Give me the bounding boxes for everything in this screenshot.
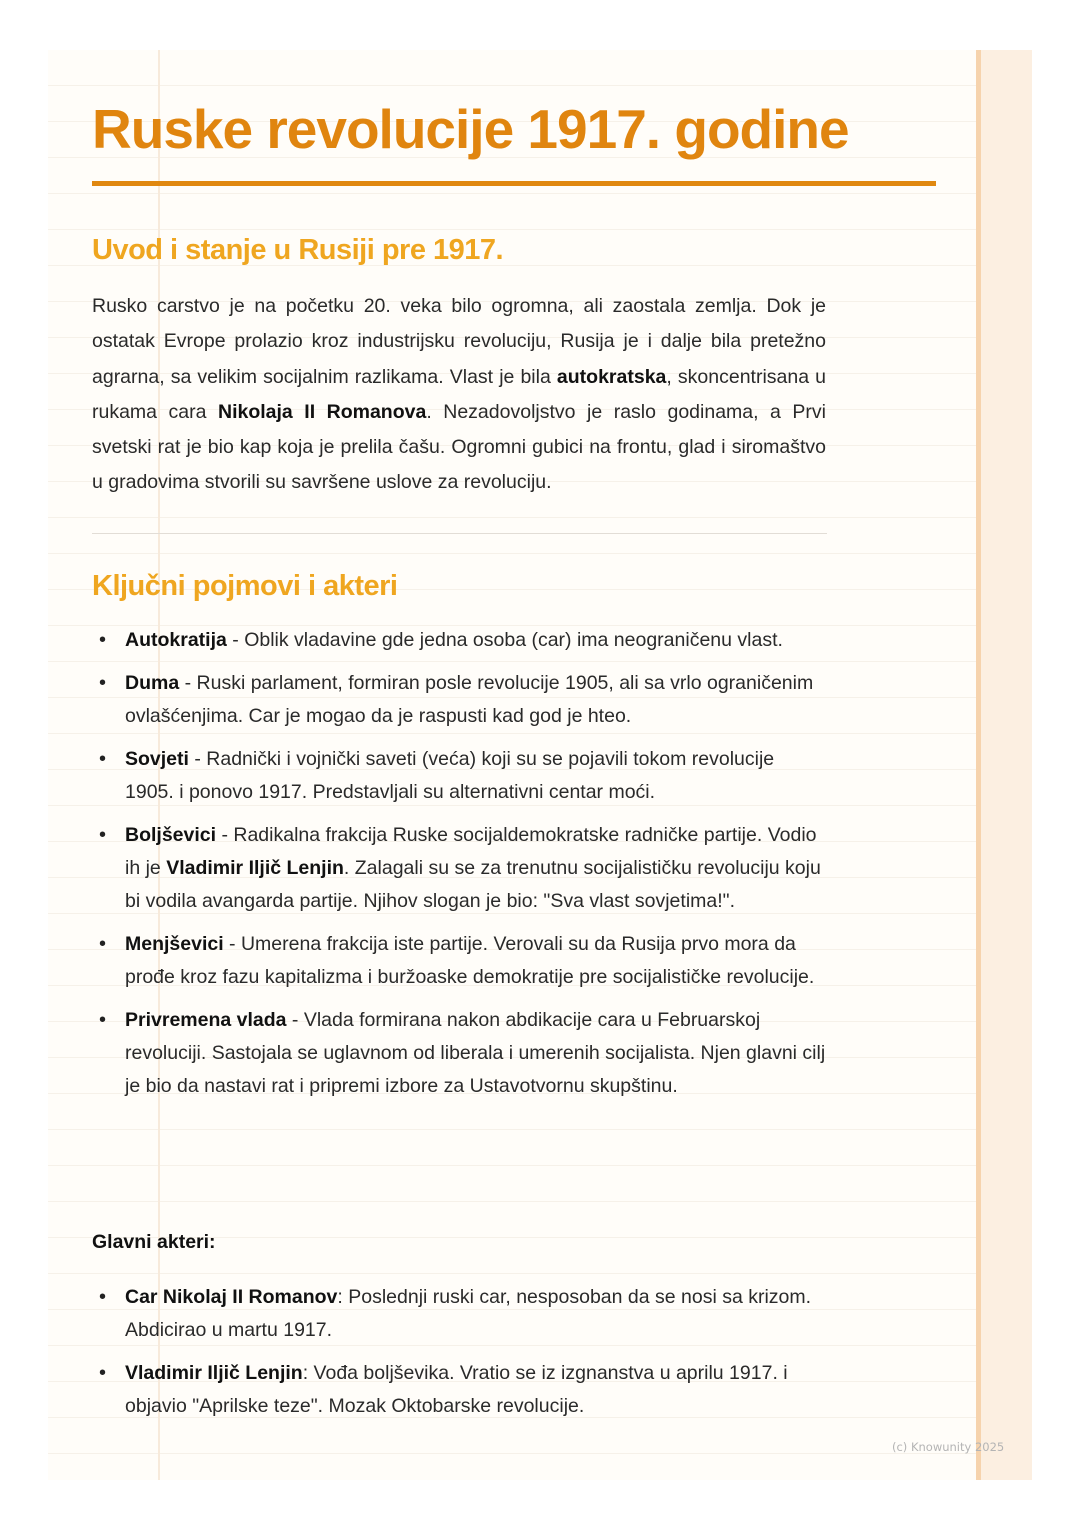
- term-label: Duma: [125, 672, 180, 694]
- intro-bold-nikolaj: Nikolaja II Romanova: [217, 400, 427, 423]
- bullet-icon: •: [99, 748, 107, 770]
- list-item: [92, 1281, 827, 1347]
- list-item: [92, 624, 827, 657]
- term-description: - Radnički i vojnički saveti (veća) koji su se pojavili tokom revolucije 1905. i ponovo 1917. Predstavljali su alternativni centar moći.: [125, 748, 775, 803]
- term-bold-lenjin: Vladimir Iljič Lenjin: [166, 857, 344, 879]
- term-label: Autokratija: [125, 629, 227, 651]
- list-item: [92, 1004, 827, 1103]
- bullet-icon: •: [99, 824, 107, 846]
- intro-bold-autokratska: autokratska: [556, 365, 667, 388]
- term-description: - Umerena frakcija iste partije. Verovali su da Rusija prvo mora da prođe kroz fazu kapitalizma i buržoaske demokratije pre socijalističke revolucije.: [125, 933, 815, 988]
- copyright-footer: (c) Knowunity 2025: [892, 1440, 1005, 1454]
- term-label: Sovjeti: [125, 748, 189, 770]
- intro-paragraph: [92, 289, 826, 501]
- term-description: - Oblik vladavine gde jedna osoba (car) ima neograničenu vlast.: [226, 629, 783, 651]
- intro-text-3: . Nezadovoljstvo je raslo godinama, a Prvi svetski rat je bio kap koja je prelila čašu. Ogromni gubici na frontu, glad i siromaštvo u gradovima stvorili su savršene uslove za revoluciju.: [92, 400, 826, 494]
- bullet-icon: •: [99, 629, 107, 651]
- bullet-icon: •: [99, 933, 107, 955]
- title-underline: [92, 181, 936, 186]
- term-label: Menjševici: [125, 933, 224, 955]
- list-item: [92, 667, 827, 733]
- section-divider: [92, 533, 827, 534]
- intro-text-1: Rusko carstvo je na početku 20. veka bilo ogromna, ali zaostala zemlja. Dok je ostatak Evrope prolazio kroz industrijsku revoluciju, Rusija je i dalje bila pretežno agrarna, sa velikim socijalnim razlikama. Vlast je bila: [92, 295, 826, 388]
- term-label: Privremena vlada: [125, 1009, 287, 1031]
- list-item: [92, 928, 827, 994]
- actor-description: : Vođa boljševika. Vratio se iz izgnanstva u aprilu 1917. i objavio "Aprilske teze". Mozak Oktobarske revolucije.: [125, 1362, 788, 1417]
- main-actors-heading: Glavni akteri:: [92, 1231, 216, 1253]
- section-heading-key-terms: Ključni pojmovi i akteri: [92, 570, 398, 602]
- bullet-icon: •: [99, 1286, 107, 1308]
- right-margin-line: [976, 50, 981, 1480]
- bullet-icon: •: [99, 1362, 107, 1384]
- actor-name: Car Nikolaj II Romanov: [125, 1286, 338, 1308]
- main-actors-list: [92, 1281, 827, 1423]
- list-item: [92, 1357, 827, 1423]
- bullet-icon: •: [99, 672, 107, 694]
- section-heading-intro: Uvod i stanje u Rusiji pre 1917.: [92, 234, 504, 266]
- term-label: Boljševici: [125, 824, 217, 846]
- right-margin-band: [976, 50, 1032, 1480]
- page-title: Ruske revolucije 1917. godine: [92, 98, 849, 160]
- list-item: [92, 819, 827, 918]
- actor-description: : Poslednji ruski car, nesposoban da se nosi sa krizom. Abdicirao u martu 1917.: [125, 1286, 812, 1341]
- intro-text-2: , skoncentrisana u rukama cara: [92, 365, 827, 423]
- term-description: - Vlada formirana nakon abdikacije cara u Februarskoj revoluciji. Sastojala se uglavnom od liberala i umerenih socijalista. Njen glavni cilj je bio da nastavi rat i pripremi izbore za Ustavotvornu skupštinu.: [125, 1009, 826, 1097]
- bullet-icon: •: [99, 1009, 107, 1031]
- term-description: - Ruski parlament, formiran posle revolucije 1905, ali sa vrlo ograničenim ovlašćenjima. Car je mogao da je raspusti kad god je hteo.: [125, 672, 814, 727]
- term-description-cont: . Zalagali su se za trenutnu socijalističku revoluciju koju bi vodila avangarda partije. Njihov slogan je bio: "Sva vlast sovjetima!".: [125, 857, 821, 912]
- actor-name: Vladimir Iljič Lenjin: [125, 1362, 303, 1384]
- list-item: [92, 743, 827, 809]
- term-description: - Radikalna frakcija Ruske socijaldemokratske radničke partije. Vodio ih je: [125, 824, 817, 879]
- key-terms-list: [92, 624, 827, 1103]
